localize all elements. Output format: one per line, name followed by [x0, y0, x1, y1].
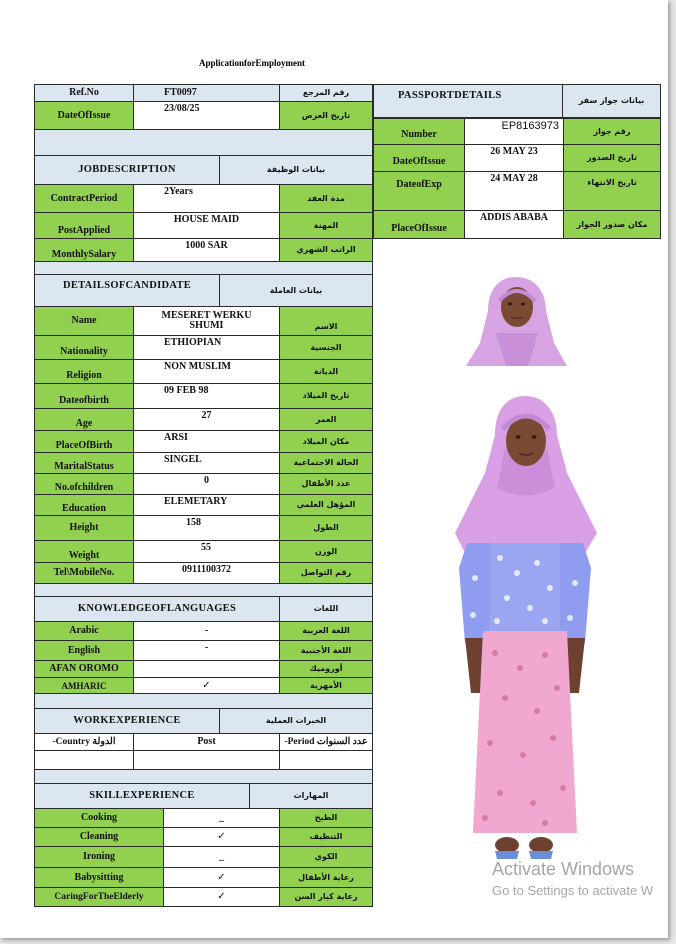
issue-date-value: 23/08/25	[133, 101, 280, 130]
passport-place-label: PlaceOfIssue	[373, 210, 465, 239]
dob-label: Dateofbirth	[34, 383, 134, 409]
candidate-header-arabic: بيانات العاملة	[219, 274, 373, 307]
marital-status-label: MaritalStatus	[34, 452, 134, 474]
religion-value: NON MUSLIM	[133, 359, 280, 384]
age-value: 27	[133, 408, 280, 431]
mobile-arabic: رقم التواصل	[279, 562, 373, 584]
passport-exp-value: 24 MAY 28	[464, 171, 564, 211]
religion-arabic: الديانة	[279, 359, 373, 384]
place-of-birth-value: ARSI	[133, 430, 280, 453]
english-label: English	[34, 640, 134, 661]
post-applied-label: PostApplied	[34, 212, 134, 239]
contract-period-value: 2Years	[133, 184, 280, 213]
contract-period-label: ContractPeriod	[34, 184, 134, 213]
work-header-arabic: الخبرات العملية	[219, 708, 373, 734]
post-applied-value: HOUSE MAID	[133, 212, 280, 239]
english-value: -	[133, 640, 280, 661]
elderly-care-arabic: رعاية كبار السن	[279, 887, 373, 907]
skills-header-arabic: المهارات	[249, 783, 373, 809]
place-of-birth-label: PlaceOfBirth	[34, 430, 134, 453]
passport-header: PASSPORTDETAILS	[373, 84, 563, 118]
nationality-value: ETHIOPIAN	[133, 335, 280, 360]
spacer-row	[34, 261, 373, 275]
skills-header: SKILLEXPERIENCE	[34, 783, 250, 809]
babysitting-arabic: رعاية الأطفال	[279, 867, 373, 888]
religion-label: Religion	[34, 359, 134, 384]
height-value: 158	[133, 515, 280, 541]
education-value: ELEMETARY	[133, 494, 280, 516]
spacer-row	[34, 693, 373, 709]
dob-value: 09 FEB 98	[133, 383, 280, 409]
marital-status-value: SINGEL	[133, 452, 280, 474]
afan-oromo-value	[133, 660, 280, 678]
cleaning-arabic: التنظيف	[279, 827, 373, 847]
cooking-label: Cooking	[34, 808, 164, 828]
name-label: Name	[34, 306, 134, 336]
work-header: WORKEXPERIENCE	[34, 708, 220, 734]
work-country-column: -Country الدولة	[34, 733, 134, 751]
arabic-label: Arabic	[34, 621, 134, 641]
work-row-period	[279, 750, 373, 770]
weight-arabic: الوزن	[279, 540, 373, 563]
passport-issue-value: 26 MAY 23	[464, 144, 564, 172]
amharic-label: AMHARIC	[34, 677, 134, 694]
afan-oromo-label: AFAN OROMO	[34, 660, 134, 678]
passport-number-arabic: رقم جواز	[563, 118, 661, 145]
activate-windows-watermark: Activate Windows	[492, 859, 635, 879]
afan-oromo-arabic: أوروميك	[279, 660, 373, 678]
work-period-column: -Period عدد السنوات	[279, 733, 373, 751]
monthly-salary-label: MonthlySalary	[34, 238, 134, 262]
cleaning-check-icon: ✓	[163, 827, 280, 847]
issue-date-label: DateOfIssue	[34, 101, 134, 130]
portrait-photo	[466, 273, 567, 366]
nationality-arabic: الجنسية	[279, 335, 373, 360]
contract-period-arabic: مدة العقد	[279, 184, 373, 213]
weight-label: Weight	[34, 540, 134, 563]
monthly-salary-value: 1000 SAR	[133, 238, 280, 262]
passport-exp-arabic: تاريخ الانتهاء	[563, 171, 661, 211]
passport-place-arabic: مكان صدور الجواز	[563, 210, 661, 239]
name-arabic: الاسم	[279, 306, 373, 336]
work-row-country	[34, 750, 134, 770]
ref-label: Ref.No	[34, 84, 134, 102]
activate-windows-subtext: Go to Settings to activate W	[492, 883, 654, 898]
ironing-label: Ironing	[34, 846, 164, 868]
mobile-label: Tel\MobileNo.	[34, 562, 134, 584]
amharic-check-icon: ✓	[133, 677, 280, 694]
languages-header-arabic: اللغات	[279, 596, 373, 622]
ref-value: FT0097	[133, 84, 280, 102]
job-header: JOBDESCRIPTION	[34, 155, 220, 185]
ironing-value: _	[163, 846, 280, 868]
children-value: 0	[133, 473, 280, 495]
age-label: Age	[34, 408, 134, 431]
marital-status-arabic: الحالة الاجتماعية	[279, 452, 373, 474]
education-arabic: المؤهل العلمي	[279, 494, 373, 516]
full-body-photo	[445, 393, 605, 863]
arabic-value: -	[133, 621, 280, 641]
children-label: No.ofchildren	[34, 473, 134, 495]
elderly-care-label: CaringForTheElderly	[34, 887, 164, 907]
spacer-row	[34, 129, 373, 156]
education-label: Education	[34, 494, 134, 516]
cooking-arabic: الطبخ	[279, 808, 373, 828]
elderly-care-check-icon: ✓	[163, 887, 280, 907]
spacer-row	[34, 769, 373, 784]
babysitting-label: Babysitting	[34, 867, 164, 888]
job-header-arabic: بيانات الوظيفة	[219, 155, 373, 185]
passport-issue-arabic: تاريخ الصدور	[563, 144, 661, 172]
monthly-salary-arabic: الراتب الشهري	[279, 238, 373, 262]
passport-header-arabic: بيانات جواز سفر	[562, 84, 661, 118]
passport-number-value: EP8163973	[464, 118, 564, 145]
name-value: MESERET WERKU SHUMI	[133, 306, 280, 336]
work-post-column: Post	[133, 733, 280, 751]
cleaning-label: Cleaning	[34, 827, 164, 847]
languages-header: KNOWLEDGEOFLANGUAGES	[34, 596, 280, 622]
age-arabic: العمر	[279, 408, 373, 431]
dob-arabic: تاريخ الميلاد	[279, 383, 373, 409]
post-applied-arabic: المهنة	[279, 212, 373, 239]
weight-value: 55	[133, 540, 280, 563]
nationality-label: Nationality	[34, 335, 134, 360]
page-title: ApplicationforEmployment	[199, 58, 306, 68]
passport-exp-label: DateofExp	[373, 171, 465, 211]
children-arabic: عدد الأطفال	[279, 473, 373, 495]
passport-number-label: Number	[373, 118, 465, 145]
place-of-birth-arabic: مكان الميلاد	[279, 430, 373, 453]
spacer-row	[34, 583, 373, 597]
mobile-value: 0911100372	[133, 562, 280, 584]
issue-date-arabic: تاريخ العرض	[279, 101, 373, 130]
ref-arabic: رقم المرجع	[279, 84, 373, 102]
work-row-post	[133, 750, 280, 770]
passport-place-value: ADDIS ABABA	[464, 210, 564, 239]
babysitting-check-icon: ✓	[163, 867, 280, 888]
arabic-arabic: اللغة العربية	[279, 621, 373, 641]
english-arabic: اللغة الأجنبية	[279, 640, 373, 661]
height-arabic: الطول	[279, 515, 373, 541]
passport-issue-label: DateOfIssue	[373, 144, 465, 172]
cooking-value: _	[163, 808, 280, 828]
height-label: Height	[34, 515, 134, 541]
ironing-arabic: الكوي	[279, 846, 373, 868]
amharic-arabic: الأمهرية	[279, 677, 373, 694]
candidate-header: DETAILSOFCANDIDATE	[34, 274, 220, 307]
